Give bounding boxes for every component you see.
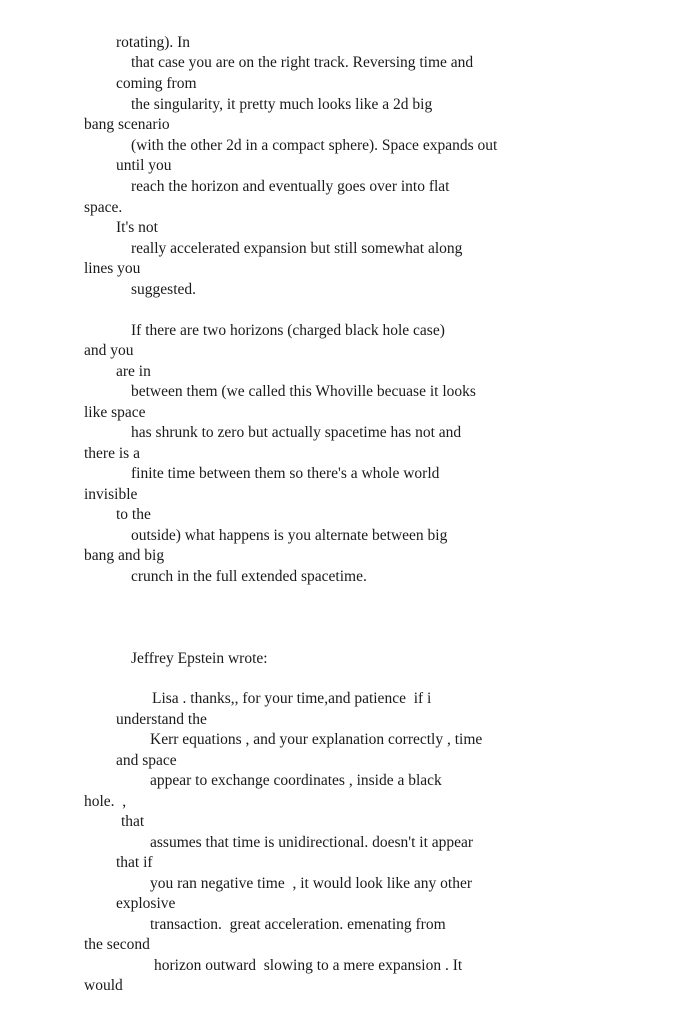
text-line: has shrunk to zero but actually spacetime has not and [131, 424, 462, 441]
text-line: reach the horizon and eventually goes over into flat [131, 178, 450, 195]
text-line: to the [116, 506, 151, 523]
text-line: hole. , [84, 793, 127, 810]
text-line: there is a [84, 445, 140, 462]
quote-header: Jeffrey Epstein wrote: [131, 650, 268, 667]
text-line: appear to exchange coordinates , inside a black [150, 772, 442, 789]
text-line: understand the [116, 711, 207, 728]
text-line: the second [84, 936, 150, 953]
text-line: the singularity, it pretty much looks like a 2d big [131, 96, 433, 113]
text-line: (with the other 2d in a compact sphere). Space expands out [131, 137, 498, 154]
text-line: rotating). In [116, 34, 191, 51]
text-line: Kerr equations , and your explanation correctly , time [150, 731, 483, 748]
text-line: between them (we called this Whoville becuase it looks [131, 383, 476, 400]
text-line: invisible [84, 486, 138, 503]
text-line: that case you are on the right track. Reversing time and [131, 54, 474, 71]
text-line: until you [116, 157, 172, 174]
text-line: finite time between them so there's a whole world [131, 465, 440, 482]
text-line: explosive [116, 895, 176, 912]
text-line: outside) what happens is you alternate between big [131, 527, 448, 544]
text-line: horizon outward slowing to a mere expansion . It [154, 957, 463, 974]
text-line: that [121, 813, 145, 830]
text-line: assumes that time is unidirectional. doesn't it appear [150, 834, 474, 851]
text-line: are in [116, 363, 151, 380]
text-line: It's not [116, 219, 158, 236]
text-line: that if [116, 854, 153, 871]
text-line: bang scenario [84, 116, 170, 133]
text-line: you ran negative time , it would look like any other [150, 875, 472, 892]
text-line: suggested. [131, 281, 197, 298]
text-line: would [84, 977, 123, 994]
text-line: and space [116, 752, 177, 769]
text-line: Lisa . thanks,, for your time,and patience if i [152, 690, 432, 707]
text-line: bang and big [84, 547, 165, 564]
text-line: and you [84, 342, 134, 359]
text-line: like space [84, 404, 146, 421]
text-line: transaction. great acceleration. emenating from [150, 916, 446, 933]
text-line: crunch in the full extended spacetime. [131, 568, 367, 585]
text-line: really accelerated expansion but still somewhat along [131, 240, 463, 257]
text-line: If there are two horizons (charged black hole case) [131, 322, 445, 339]
text-line: lines you [84, 260, 141, 277]
text-line: coming from [116, 75, 197, 92]
text-line: space. [84, 199, 123, 216]
